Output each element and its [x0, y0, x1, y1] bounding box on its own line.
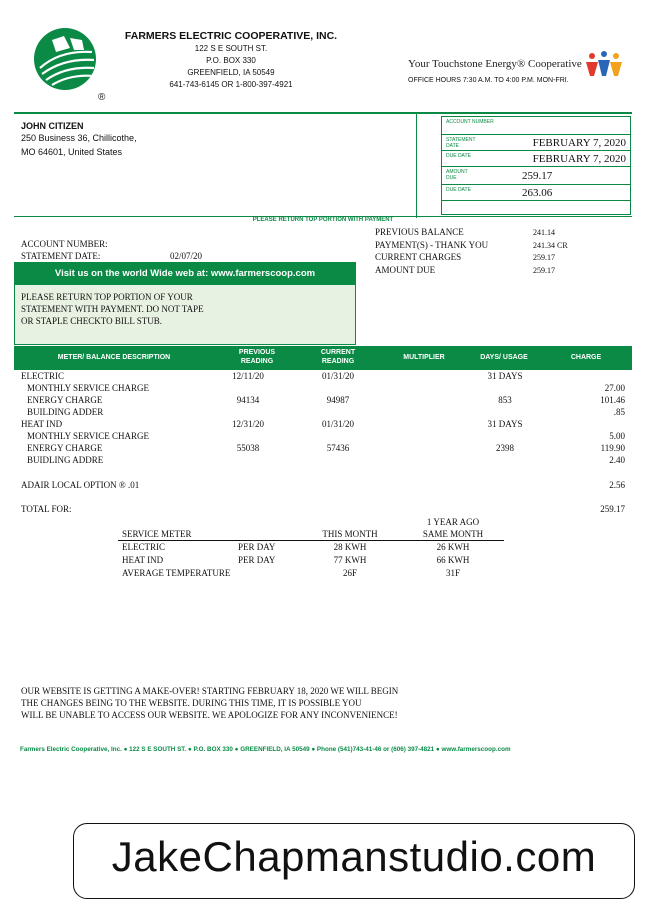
- row-description: MONTHLY SERVICE CHARGE: [27, 383, 150, 393]
- amount-due-value: 259.17: [522, 170, 553, 182]
- th-previous-reading-2: READING: [240, 358, 274, 365]
- watermark-box: [73, 823, 635, 899]
- statement-date-label: STATEMENT DATE: [446, 137, 476, 149]
- touchstone-people-icon: [584, 50, 624, 85]
- row-charge: 27.00: [604, 383, 625, 393]
- row-description: ENERGY CHARGE: [27, 443, 103, 453]
- balance-label: CURRENT CHARGES: [375, 252, 462, 262]
- th-current-reading-1: CURRENT: [320, 349, 356, 356]
- row-previous-reading: 55038: [236, 443, 260, 453]
- cmp-header-this-month: THIS MONTH: [322, 529, 378, 539]
- cmp-this-month: 28 KWH: [333, 542, 367, 552]
- row-current-reading: 01/31/20: [321, 371, 354, 381]
- cmp-unit: PER DAY: [238, 555, 276, 565]
- cmp-service: AVERAGE TEMPERATURE: [122, 568, 231, 578]
- balance-label: PAYMENT(S) - THANK YOU: [375, 239, 489, 250]
- stub-statement-date-value: 02/07/20: [170, 251, 203, 261]
- vertical-divider: [416, 114, 417, 218]
- customer-name: JOHN CITIZEN: [21, 121, 84, 131]
- notice-line1: OUR WEBSITE IS GETTING A MAKE-OVER! STARTING FEBRUARY 18, 2020 WE WILL BEGIN: [21, 686, 399, 696]
- th-days-usage: DAYS/ USAGE: [480, 354, 528, 361]
- watermark-text: JakeChapmanstudio.com: [111, 833, 597, 880]
- cmp-year-ago: 31F: [445, 568, 460, 578]
- cmp-year-ago: 66 KWH: [436, 555, 470, 565]
- balance-value: 259.17: [533, 265, 555, 275]
- balance-value: 241.34 CR: [533, 240, 568, 250]
- row-description: BUIDLING ADDRE: [27, 455, 104, 465]
- web-banner: Visit us on the world Wide web at: www.farmerscoop.com: [14, 262, 356, 285]
- account-box: [441, 116, 631, 215]
- return-text-line1: PLEASE RETURN TOP PORTION OF YOUR: [21, 292, 193, 302]
- th-charge: CHARGE: [570, 354, 602, 361]
- row-charge: 2.40: [609, 455, 625, 465]
- touchstone-brand: Your Touchstone Energy® Cooperative: [408, 58, 582, 70]
- th-previous-reading-1: PREVIOUS: [238, 349, 276, 356]
- row-previous-reading: 12/31/20: [231, 419, 264, 429]
- cmp-this-month: 77 KWH: [333, 555, 367, 565]
- row-days-usage: 853: [498, 395, 512, 405]
- return-notice: PLEASE RETURN TOP PORTION WITH PAYMENT: [252, 217, 394, 223]
- row-charge: .85: [613, 407, 625, 417]
- row-description: ELECTRIC: [21, 371, 64, 381]
- cmp-service: ELECTRIC: [122, 542, 165, 552]
- footer-contact: Farmers Electric Cooperative, Inc. ● 122 S E SOUTH ST. ● P.O. BOX 330 ● GREENFIELD, IA 50549 ● Phone (541)743-41-46 or (606) 397-4821 ● www.farmerscoop.com: [20, 746, 511, 753]
- row-description: ENERGY CHARGE: [27, 395, 103, 405]
- notice-line2: THE CHANGES BEING TO THE WEBSITE. DURING THIS TIME, IT IS POSSIBLE YOU: [21, 698, 362, 708]
- customer-address1: 250 Business 36, Chillicothe,: [21, 133, 137, 143]
- balance-value: 259.17: [533, 253, 555, 262]
- due-date-value: FEBRUARY 7, 2020: [532, 153, 626, 165]
- adair-charge: 2.56: [609, 480, 625, 490]
- th-description: METER/ BALANCE DESCRIPTION: [57, 354, 171, 361]
- cmp-this-month: 26F: [342, 568, 357, 578]
- cmp-year-ago: 26 KWH: [436, 542, 470, 552]
- cmp-header-service: SERVICE METER: [122, 529, 192, 539]
- company-address1: 122 S E SOUTH ST.: [194, 44, 268, 53]
- total-value: 259.17: [600, 504, 625, 514]
- row-days-usage: 31 DAYS: [487, 419, 523, 429]
- company-logo: [34, 28, 96, 90]
- due-date-label: DUE DATE: [446, 153, 471, 159]
- statement-date-value: FEBRUARY 7, 2020: [532, 137, 626, 149]
- row-current-reading: 01/31/20: [321, 419, 354, 429]
- row-days-usage: 31 DAYS: [487, 371, 523, 381]
- registered-mark: ®: [98, 92, 106, 103]
- balance-label: PREVIOUS BALANCE: [375, 227, 464, 237]
- row-charge: 119.90: [600, 443, 625, 453]
- adair-label: ADAIR LOCAL OPTION ® .01: [21, 480, 140, 490]
- row-charge: 101.46: [600, 395, 625, 405]
- company-address2: P.O. BOX 330: [206, 56, 256, 65]
- header-divider: [14, 112, 632, 114]
- th-multiplier: MULTIPLIER: [403, 354, 445, 361]
- row-previous-reading: 94134: [236, 395, 260, 405]
- table-header: [14, 346, 632, 370]
- row-description: MONTHLY SERVICE CHARGE: [27, 431, 150, 441]
- company-phones: 641-743-6145 OR 1-800-397-4921: [169, 80, 293, 89]
- stub-statement-date-label: STATEMENT DATE:: [21, 251, 101, 261]
- cmp-unit: PER DAY: [238, 542, 276, 552]
- late-due-date-label: DUE DATE: [446, 187, 471, 193]
- total-label: TOTAL FOR:: [21, 504, 72, 514]
- office-hours: OFFICE HOURS 7:30 A.M. TO 4:00 P.M. MON-FRI.: [408, 77, 569, 84]
- amount-due-label: AMOUNT DUE: [446, 169, 468, 181]
- row-previous-reading: 12/11/20: [232, 371, 264, 381]
- row-current-reading: 94987: [326, 395, 350, 405]
- return-text-line3: OR STAPLE CHECKTO BILL STUB.: [21, 316, 163, 326]
- stub-account-number-label: ACCOUNT NUMBER:: [21, 239, 108, 249]
- return-instructions-box: [14, 285, 356, 345]
- cmp-header-rule: [118, 540, 504, 541]
- company-city: GREENFIELD, IA 50549: [187, 68, 275, 77]
- cmp-service: HEAT IND: [122, 555, 164, 565]
- row-days-usage: 2398: [496, 443, 514, 453]
- customer-address2: MO 64601, United States: [21, 147, 123, 157]
- row-description: BUILDING ADDER: [27, 407, 104, 417]
- th-current-reading-2: READING: [321, 358, 355, 365]
- cmp-header-year-ago-2: SAME MONTH: [422, 529, 484, 539]
- late-amount-value: 263.06: [522, 187, 553, 199]
- cmp-header-year-ago-1: 1 YEAR AGO: [426, 517, 480, 527]
- balance-value: 241.14: [533, 228, 555, 237]
- company-name: FARMERS ELECTRIC COOPERATIVE, INC.: [124, 30, 338, 42]
- row-description: HEAT IND: [21, 419, 63, 429]
- row-current-reading: 57436: [326, 443, 350, 453]
- return-text-line2: STATEMENT WITH PAYMENT. DO NOT TAPE: [21, 304, 204, 314]
- notice-line3: WILL BE UNABLE TO ACCESS OUR WEBSITE. WE APOLOGIZE FOR ANY INCONVENIENCE!: [21, 710, 398, 720]
- balance-label: AMOUNT DUE: [375, 264, 436, 275]
- account-number-label: ACCOUNT NUMBER: [446, 119, 494, 125]
- row-charge: 5.00: [609, 431, 625, 441]
